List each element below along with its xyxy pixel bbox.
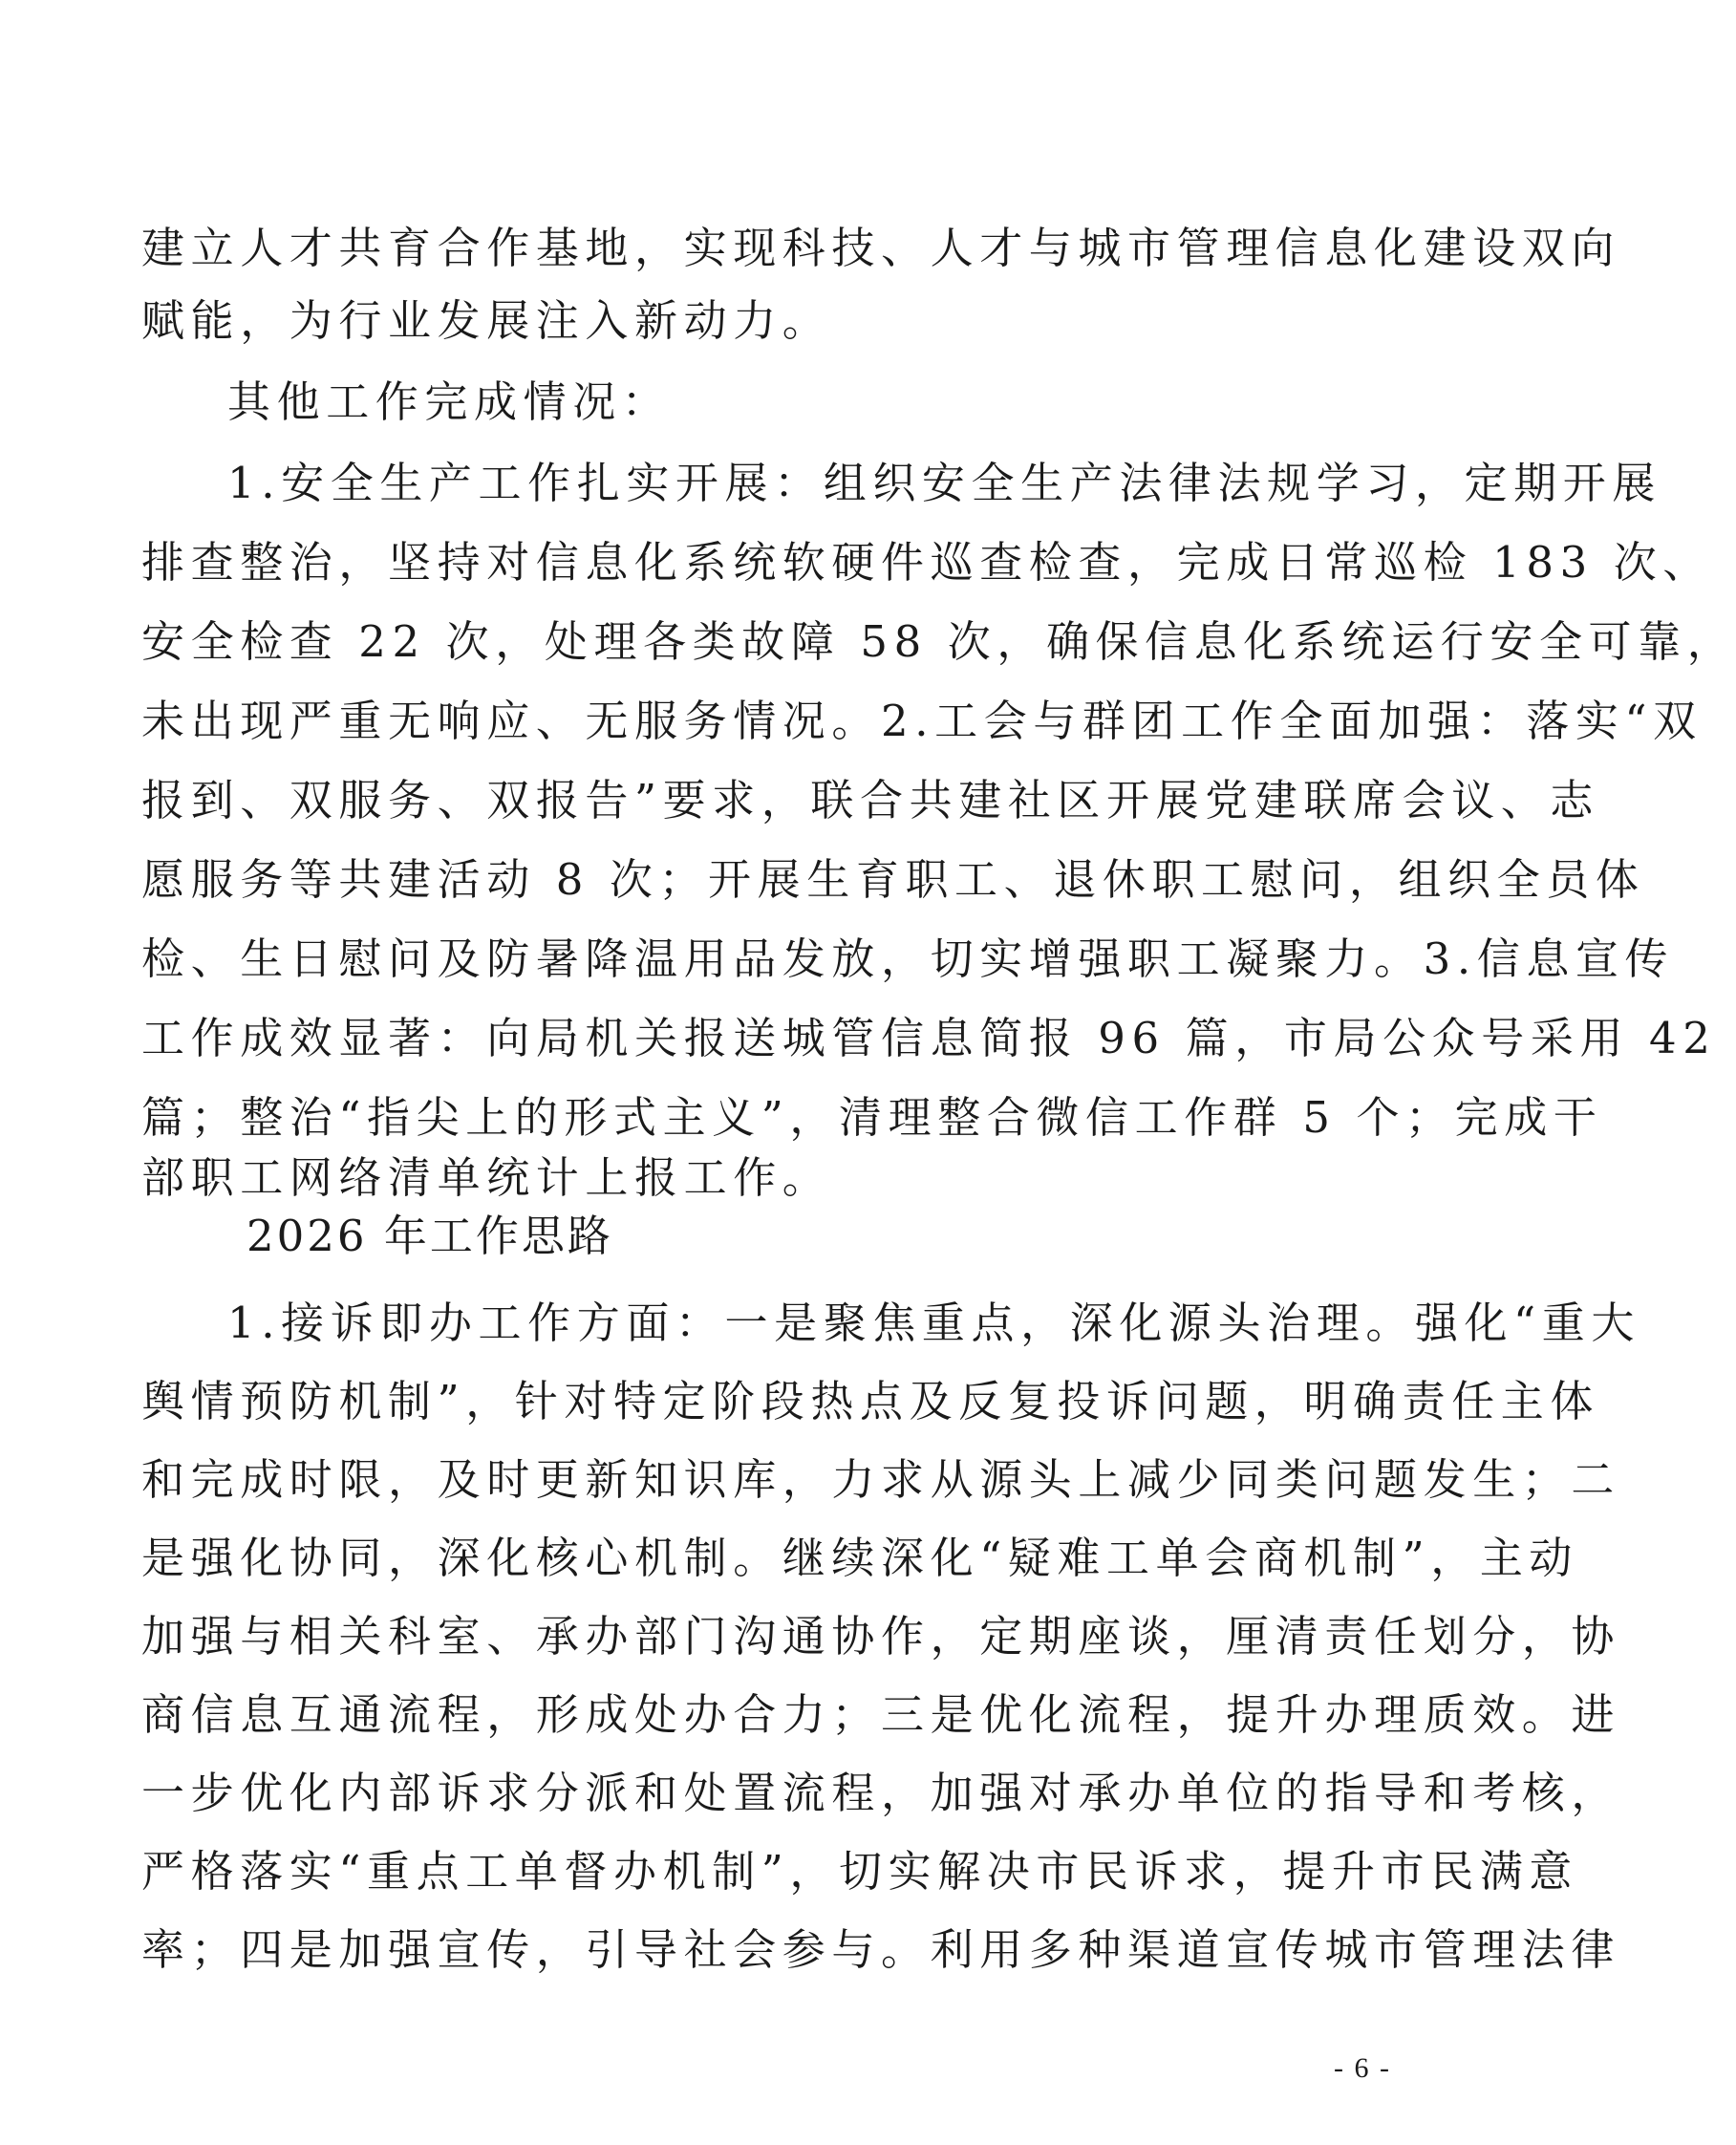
text-line: 1.接诉即办工作方面：一是聚焦重点，深化源头治理。强化“重大 [227,1298,1640,1348]
text-line: 率；四是加强宣传，引导社会参与。利用多种渠道宣传城市管理法律 [141,1924,1621,1975]
text-line: 严格落实“重点工单督办机制”，切实解决市民诉求，提升市民满意 [141,1846,1579,1897]
text-line: 商信息互通流程，形成处办合力；三是优化流程，提升办理质效。进 [141,1689,1621,1740]
text-line: 加强与相关科室、承办部门沟通协作，定期座谈，厘清责任划分，协 [141,1611,1621,1662]
text-line: 报到、双服务、双报告”要求，联合共建社区开展党建联席会议、志 [141,775,1600,826]
text-line: 是强化协同，深化核心机制。继续深化“疑难工单会商机制”，主动 [141,1533,1579,1583]
text-line: 篇；整治“指尖上的形式主义”，清理整合微信工作群 5 个；完成干 [141,1092,1603,1143]
text-line: 和完成时限，及时更新知识库，力求从源头上减少同类问题发生；二 [141,1454,1621,1505]
section-heading-other-work: 其他工作完成情况： [227,376,672,427]
section-heading-2026: 2026 年工作思路 [246,1211,613,1261]
text-line: 未出现严重无响应、无服务情况。2.工会与群团工作全面加强：落实“双 [141,696,1703,746]
text-line: 部职工网络清单统计上报工作。 [141,1152,832,1203]
text-line: 舆情预防机制”，针对特定阶段热点及反复投诉问题，明确责任主体 [141,1376,1600,1426]
page-number: - 6 - [1334,2052,1391,2084]
text-line: 一步优化内部诉求分派和处置流程，加强对承办单位的指导和考核， [141,1768,1621,1818]
text-line: 安全检查 22 次，处理各类故障 58 次，确保信息化系统运行安全可靠， [141,616,1736,667]
text-line: 排查整治，坚持对信息化系统软硬件巡查检查，完成日常巡检 183 次、 [141,537,1712,588]
text-line: 愿服务等共建活动 8 次；开展生育职工、退休职工慰问，组织全员体 [141,854,1645,905]
text-line: 检、生日慰问及防暑降温用品发放，切实增强职工凝聚力。3.信息宣传 [141,933,1675,984]
text-line: 赋能，为行业发展注入新动力。 [141,295,832,346]
text-line: 工作成效显著：向局机关报送城管信息简报 96 篇，市局公众号采用 42 [141,1013,1717,1063]
text-line: 建立人才共育合作基地，实现科技、人才与城市管理信息化建设双向 [141,223,1621,273]
text-line: 1.安全生产工作扎实开展：组织安全生产法律法规学习，定期开展 [227,458,1661,508]
